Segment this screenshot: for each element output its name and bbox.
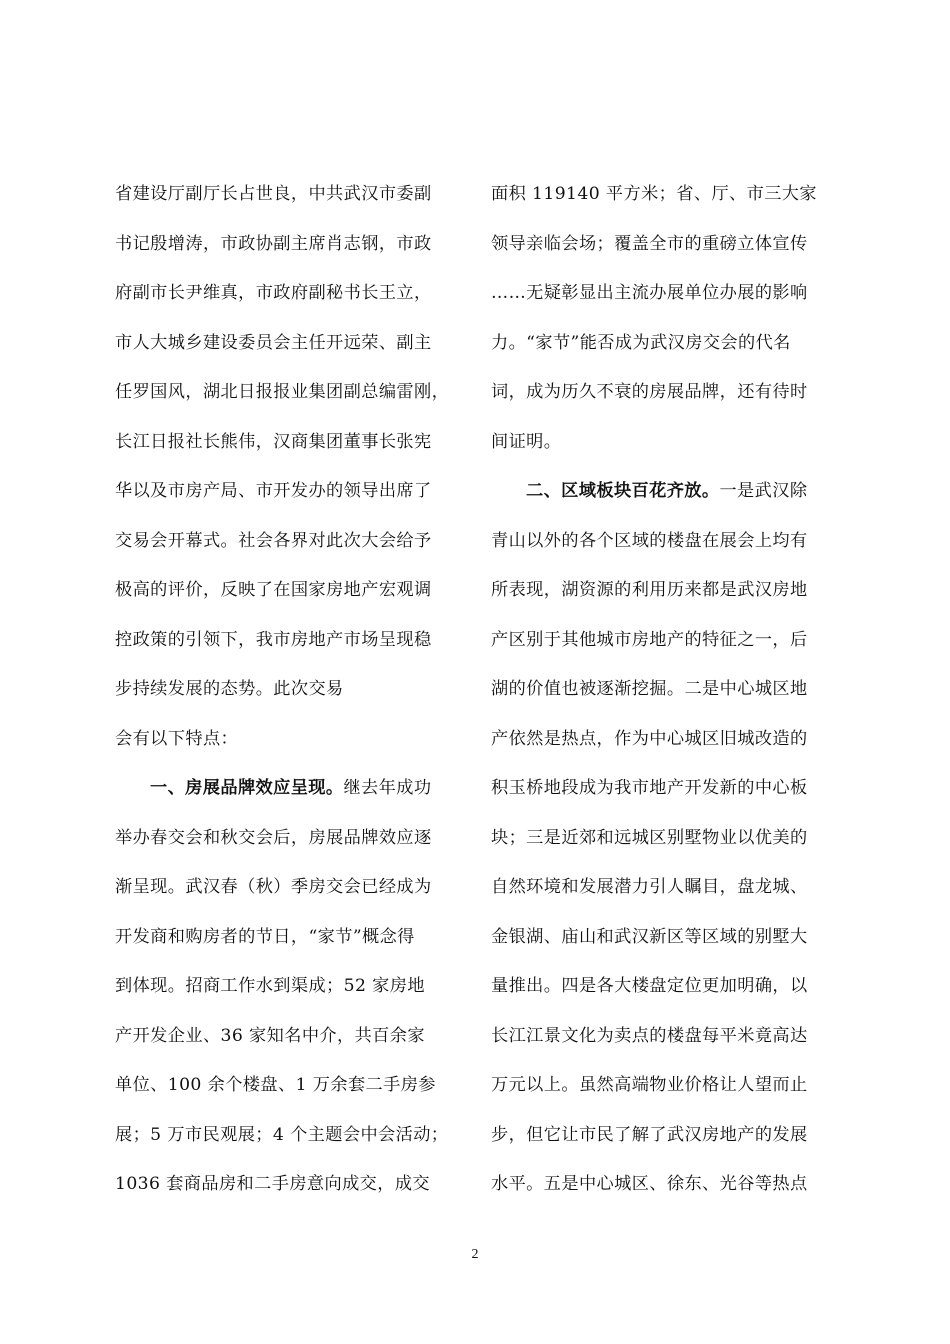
text-line: 步持续发展的态势。此次交易 <box>115 679 344 699</box>
page-number: 2 <box>471 1247 479 1262</box>
text-line: 交易会开幕式。社会各界对此次大会给予 <box>115 530 432 551</box>
left-column <box>115 170 465 1210</box>
text-line: 华以及市房产局、市开发办的领导出席了 <box>115 481 432 501</box>
text-line: 展；5 万市民观展；4 个主题会中会活动； <box>115 1124 449 1145</box>
text-line: 开发商和购房者的节日，“家节”概念得 <box>115 926 415 947</box>
text-line: 长江江景文化为卖点的楼盘每平米竟高达 <box>491 1025 808 1046</box>
text-line: 间证明。 <box>491 431 562 452</box>
text-line: 府副市长尹维真，市政府副秘书长王立， <box>115 283 432 303</box>
text-line: 量推出。四是各大楼盘定位更加明确，以 <box>491 976 808 996</box>
section-1-first-line-rest: 继去年成功 <box>343 778 432 798</box>
text-line: 步，但它让市民了解了武汉房地产的发展 <box>491 1124 808 1145</box>
text-line: 万元以上。虽然高端物业价格让人望而止 <box>491 1075 808 1095</box>
section-1-first-line <box>115 764 465 814</box>
text-line: 词，成为历久不衰的房展品牌，还有待时 <box>491 382 808 402</box>
right-lines-a <box>491 170 841 467</box>
text-line: 力。“家节”能否成为武汉房交会的代名 <box>491 332 791 353</box>
text-line: 市人大城乡建设委员会主任开远荣、副主 <box>115 332 432 353</box>
text-line: 面积 119140 平方米；省、厅、市三大家 <box>491 184 817 204</box>
right-lines-b <box>491 517 841 1210</box>
text-line: 自然环境和发展潜力引人瞩目，盘龙城、 <box>491 877 808 897</box>
text-line: 省建设厅副厅长占世良，中共武汉市委副 <box>115 184 432 204</box>
text-line: 产区别于其他城市房地产的特征之一，后 <box>491 629 808 650</box>
text-line: 产开发企业、36 家知名中介，共百余家 <box>115 1025 425 1046</box>
text-line: 块；三是近郊和远城区别墅物业以优美的 <box>491 827 808 848</box>
text-line: 长江日报社长熊伟，汉商集团董事长张宪 <box>115 431 432 452</box>
text-line: 书记殷增涛，市政协副主席肖志钢，市政 <box>115 233 432 254</box>
section-1-heading: 一、房展品牌效应呈现。 <box>150 778 344 798</box>
text-line: 水平。五是中心城区、徐东、光谷等热点 <box>491 1174 808 1194</box>
text-line: 青山以外的各个区域的楼盘在展会上均有 <box>491 530 808 551</box>
text-line: 任罗国风，湖北日报报业集团副总编雷刚， <box>115 382 450 402</box>
section-2-heading: 二、区域板块百花齐放。 <box>526 481 720 501</box>
right-column <box>491 170 841 1210</box>
text-line: ……无疑彰显出主流办展单位办展的影响 <box>491 283 808 303</box>
left-lines-a <box>115 170 465 764</box>
text-line: 湖的价值也被逐渐挖掘。二是中心城区地 <box>491 679 808 699</box>
text-line: 极高的评价，反映了在国家房地产宏观调 <box>115 580 432 600</box>
section-2-first-line <box>491 467 841 517</box>
section-2-first-line-rest: 一是武汉除 <box>719 481 808 501</box>
text-line: 金银湖、庙山和武汉新区等区域的别墅大 <box>491 926 808 947</box>
text-line: 会有以下特点： <box>115 728 239 749</box>
text-line: 单位、100 余个楼盘、1 万余套二手房参 <box>115 1075 436 1095</box>
left-lines-b <box>115 814 465 1210</box>
text-line: 举办春交会和秋交会后，房展品牌效应逐 <box>115 827 432 848</box>
text-line: 渐呈现。武汉春（秋）季房交会已经成为 <box>115 877 432 897</box>
text-line: 产依然是热点，作为中心城区旧城改造的 <box>491 728 808 749</box>
text-line: 到体现。招商工作水到渠成；52 家房地 <box>115 976 425 996</box>
text-line: 积玉桥地段成为我市地产开发新的中心板 <box>491 778 808 798</box>
text-line: 控政策的引领下，我市房地产市场呈现稳 <box>115 629 432 650</box>
text-line: 1036 套商品房和二手房意向成交，成交 <box>115 1174 431 1194</box>
text-line: 领导亲临会场；覆盖全市的重磅立体宣传 <box>491 233 808 254</box>
text-line: 所表现，湖资源的利用历来都是武汉房地 <box>491 580 808 600</box>
